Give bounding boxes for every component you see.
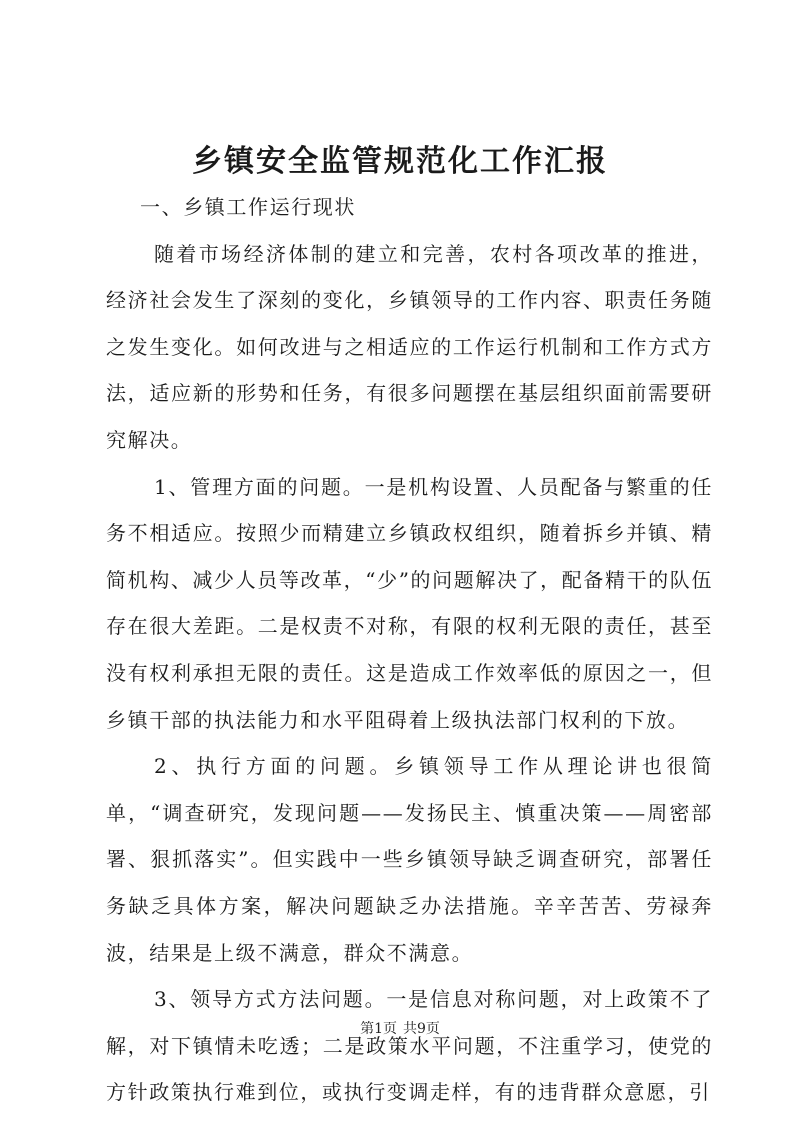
paragraph-execution-issues: 2、执行方面的问题。乡镇领导工作从理论讲也很简单，“调查研究，发现问题——发扬民主、慎重决策——周密部署、狠抓落实”。但实践中一些乡镇领导缺乏调查研究，部署任务缺乏具体方案，解决问题缺乏办法措施。辛辛苦苦、劳禄奔波，结果是上级不满意，群众不满意。 [106, 754, 713, 965]
paragraph-leadership-methods: 3、领导方式方法问题。一是信息对称问题，对上政策不了解，对下镇情未吃透；二是政策水平问题，不注重学习，使党的方针政策执行难到位，或执行变调走样，有的违背群众意愿，引 [106, 987, 713, 1105]
paragraph-intro: 随着市场经济体制的建立和完善，农村各项改革的推进，经济社会发生了深刻的变化，乡镇领导的工作内容、职责任务随之发生变化。如何改进与之相适应的工作运行机制和工作方式方法，适应新的形势和任务，有很多问题摆在基层组织面前需要研究解决。 [106, 241, 713, 452]
document-title: 乡镇安全监管规范化工作汇报 [192, 144, 608, 179]
page-total: 共9页 [403, 1021, 440, 1037]
section-heading: 一、乡镇工作运行现状 [140, 195, 356, 219]
page-footer [0, 1019, 800, 1039]
page-number: 第1页 [360, 1021, 397, 1037]
paragraph-management-issues: 1、管理方面的问题。一是机构设置、人员配备与繁重的任务不相适应。按照少而精建立乡镇政权组织，随着拆乡并镇、精简机构、减少人员等改革，“少”的问题解决了，配备精干的队伍存在很大差距。二是权责不对称，有限的权利无限的责任，甚至没有权利承担无限的责任。这是造成工作效率低的原因之一，但乡镇干部的执法能力和水平阻碍着上级执法部门权利的下放。 [106, 474, 713, 732]
document-body [106, 184, 713, 1116]
